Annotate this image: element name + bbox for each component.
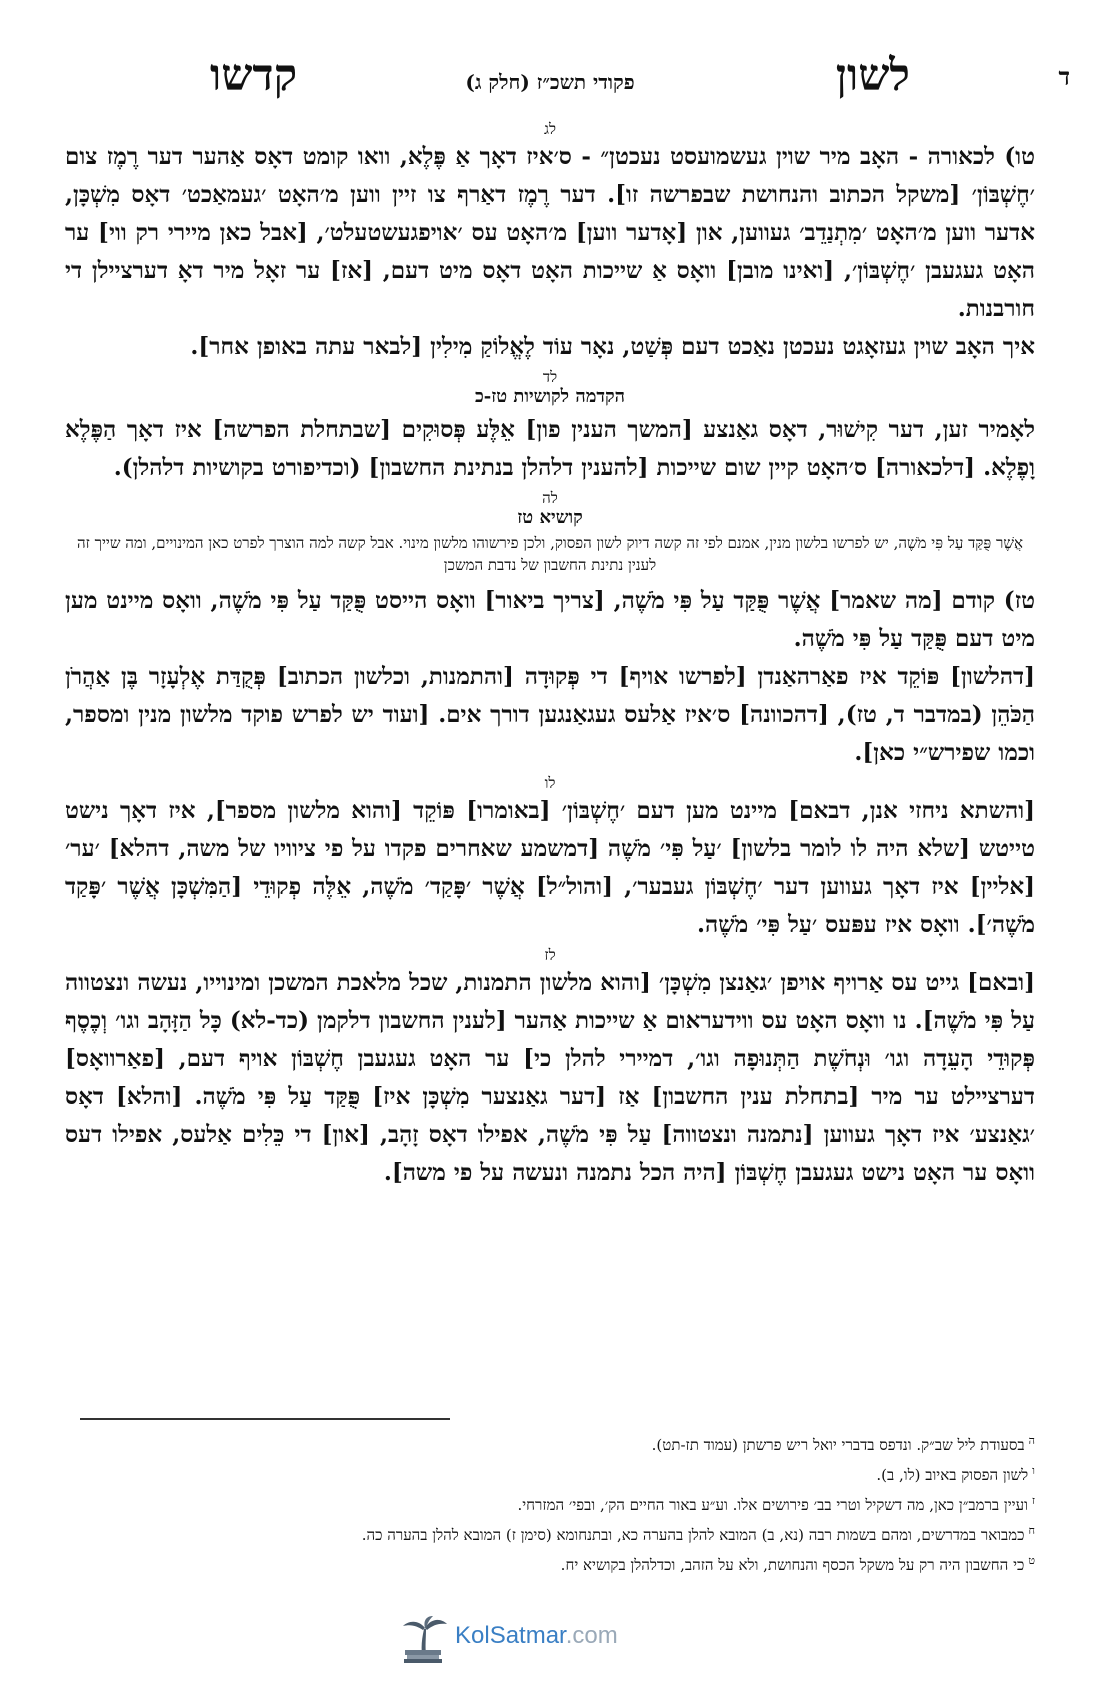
header-word-left: קדשו bbox=[210, 50, 298, 101]
paragraph: לאָמיר זען, דער קִישׁוּר, דאָס גאַנצע [המשך הענין פון] אֵלֶּע פְּסוּקִים [שבתחלת הפרשה] איז דאָך הַפֶּלֶא וָפֶלֶא. [דלכאורה] ס׳האָט קיין שום שייכות [להענין דלהלן בנתינת החשבון] (וכדיפורט בקושיות דלהלן). bbox=[65, 416, 1035, 481]
section-number: לג bbox=[544, 120, 556, 138]
section-number: לז bbox=[544, 946, 556, 964]
footnote-text: כי החשבון היה רק על משקל הכסף והנחושת, ולא על הזהב, וכדלהלן בקושיא יח. bbox=[560, 1556, 1025, 1574]
footnote-mark: ח bbox=[1028, 1524, 1035, 1537]
footnote bbox=[65, 1548, 1035, 1578]
footnote bbox=[65, 1518, 1035, 1548]
paragraph: [ובאם] גייט עס אַרויף אויפן ׳גאַנצן מִשְׁכָּן׳ [והוא מלשון התמנות, שכל מלאכת המשכן ומינוייו, נעשה ונצטווה עַל פִּי מֹשֶׁה]. נו וואָס האָט עס ווידעראום אַ שייכות אַהער [לענין החשבון דלקמן (כד-לא) כָּל הַזָּהָב וגו׳ וְכֶסֶף פְּקוּדֵי הָעֵדָה וגו׳ וּנְחֹשֶׁת הַתְּנוּפָה וגו׳, דמיירי להלן כי] ער האָט געגעבן חֶשְׁבּוֹן אויף דעם, [פאַרוואָס] דערציילט ער מיר [בתחלת ענין החשבון] אַז [דער גאַנצער מִשְׁכָּן איז] פֻּקַּד עַל פִּי מֹשֶׁה. [והלא] דאָס ׳גאַנצע׳ איז דאָך געווען [נתמנה ונצטווה] עַל פִּי מֹשֶׁה, אפילו דאָס זָהָב, [און] די כֵּלִים אַלעס, אפילו דעס וואָס ער האָט נישט געגעבן חֶשְׁבּוֹן [היה הכל נתמנה ונעשה על פי משה]. bbox=[65, 969, 1035, 1186]
footnote-text: כמבואר במדרשים, ומהם בשמות רבה (נא, ב) המובא להלן בהערה כא, ובתנחומא (סימן ז) המובא להלן בהערה כה. bbox=[361, 1526, 1025, 1544]
footnote-text: לשון הפסוק באיוב (לו, ב). bbox=[876, 1466, 1029, 1484]
footnote bbox=[65, 1458, 1035, 1488]
footnote-mark: ה bbox=[1028, 1434, 1035, 1447]
footnotes bbox=[65, 1428, 1035, 1578]
footnote bbox=[65, 1428, 1035, 1458]
section-number: לה bbox=[542, 489, 558, 507]
palm-tree-books-icon bbox=[395, 1614, 451, 1664]
watermark-tld: .com bbox=[565, 1622, 618, 1649]
section-title: הקדמה לקושיות טז-כ bbox=[474, 386, 626, 407]
paragraph: [והשתא ניחזי אנן, דבאם] מיינט מען דעם ׳חֶשְׁבּוֹן׳ [באומרו] פּוֹקֵד [והוא מלשון מספר], איז דאָך נישט טייטש [שלא היה לו לומר בלשון] ׳עַל פִּי׳ מֹשֶׁה [דמשמע שאחרים פקדו על פי ציוויו של משה, דהלא] ׳ער׳ [אליין] איז דאָך געווען דער ׳חֶשְׁבּוֹן געבער׳, [והול״ל] אֲשֶׁר ׳פָּקַד׳ מֹשֶׁה, אֵלֶּה פְקוּדֵי [הַמִּשְׁכָּן אֲשֶׁר ׳פָּקַד מֹשֶׁה׳]. וואָס איז עפּעס ׳עַל פִּי׳ מֹשֶׁה. bbox=[65, 797, 1035, 938]
paragraph: איך האָב שוין געזאָגט נעכטן נאַכט דעם פְּשַׁט, נאָר עוֹד לֶאֱלוֹקַ מִילִין [לבאר עתה באופן אחר]. bbox=[190, 333, 1035, 360]
footnote-mark: ט bbox=[1028, 1554, 1035, 1567]
footnote-mark: ו bbox=[1032, 1464, 1035, 1477]
main-text bbox=[65, 118, 1035, 1192]
watermark-brand: KolSatmar bbox=[455, 1622, 566, 1649]
watermark-text bbox=[455, 1622, 618, 1650]
page-number: ד bbox=[1058, 62, 1070, 91]
paragraph: [דהלשון] פּוֹקֵד איז פאַרהאַנדן [לפרשו אויף] די פְּקוּדָה [והתמנות, וכלשון הכתוב] פְּקֻדַּת אֶלְעָזָר בֶּן אַהֲרֹן הַכֹּהֵן (במדבר ד, טז), [דהכוונה] ס׳איז אַלעס געגאַנגען דורך אים. [ועוד יש לפרש פוקד מלשון מנין ומספר, וכמו שפירש״י כאן]. bbox=[65, 663, 1035, 766]
footnote-divider bbox=[80, 1418, 450, 1420]
section-number: לו bbox=[544, 774, 556, 792]
running-header bbox=[0, 50, 1100, 110]
header-word-right: לשון bbox=[835, 50, 910, 101]
footnote bbox=[65, 1488, 1035, 1518]
footnote-mark: ז bbox=[1031, 1494, 1035, 1507]
question-summary: אֲשֶׁר פֻּקַּד עַל פִּי מֹשֶׁה, יש לפרשו בלשון מנין, אמנם לפי זה קשה דיוק לשון הפסוק, ולכן פירשוהו מלשון מינוי. אבל קשה למה הוצרך לפרט כאן המינויים, ומה שייך זה לענין נתינת החשבון של נדבת המשכן bbox=[77, 534, 1023, 574]
header-center-title: פקודי תשכ״ז (חלק ג) bbox=[465, 70, 635, 94]
footnote-text: ועיין ברמב״ן כאן, מה דשקיל וטרי בב׳ פירושים אלו. וע״ע באור החיים הק׳, ובפי׳ המזרחי. bbox=[517, 1496, 1028, 1514]
paragraph: טו) לכאורה - האָב מיר שוין געשמועסט נעכטן״ - ס׳איז דאָך אַ פֶּלֶא, וואו קומט דאָס אַהער דער רֶמֶז צום ׳חֶשְׁבּוֹן׳ [משקל הכתוב והנחושת שבפרשה זו]. דער רֶמֶז דאַרף צו זיין ווען מ׳האָט ׳געמאַכט׳ דאָס מִשְׁכָּן, אדער ווען מ׳האָט ׳מִתְנַדֵב׳ געווען, און [אָדער ווען] מ׳האָט עס ׳אויפגעשטעלט׳, [אבל כאן מיירי רק ווי] ער האָט געגעבן ׳חֶשְׁבּוֹן׳, [ואינו מובן] וואָס אַ שייכות האָט דאָס מיט דעם, [אז] ער זאָל מיר דאָ דערציילן די חורבנות. bbox=[65, 143, 1035, 322]
paragraph: טז) קודם [מה שאמר] אֲשֶׁר פֻּקַּד עַל פִּי מֹשֶׁה, [צריך ביאור] וואָס הייסט פֻּקַּד עַל פִּי מֹשֶׁה, וואָס מיינט מען מיט דעם פֻּקַּד עַל פִּי מֹשֶׁה. bbox=[65, 587, 1035, 652]
footnote-text: בסעודת ליל שב״ק. ונדפס בדברי יואל ריש פרשתן (עמוד תז-תט). bbox=[651, 1436, 1025, 1454]
section-title: קושיא טז bbox=[517, 507, 583, 528]
section-number: לד bbox=[542, 368, 558, 386]
kolsatmar-watermark bbox=[395, 1612, 665, 1667]
